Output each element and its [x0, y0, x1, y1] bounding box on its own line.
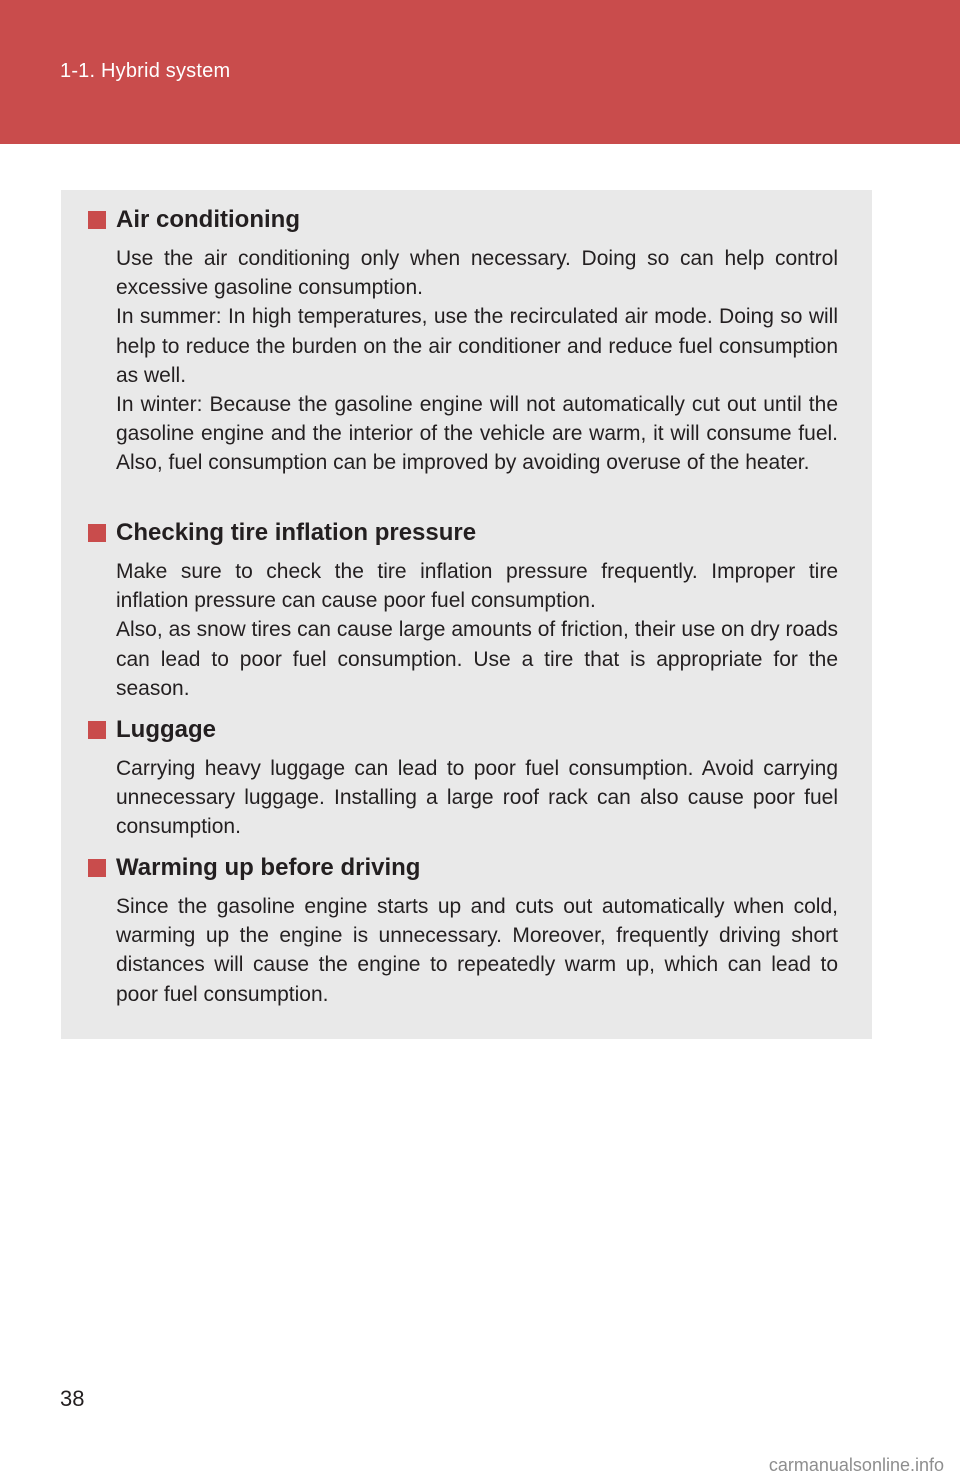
- section-body: [116, 754, 838, 842]
- paragraph: Use the air conditioning only when necessary. Doing so can help control excessive gasoline consumption.: [116, 247, 838, 300]
- watermark: carmanualsonline.info: [768, 1455, 944, 1475]
- section-body: [116, 244, 838, 478]
- square-bullet-icon: [88, 524, 106, 542]
- heading-warming-up: Warming up before driving: [116, 854, 421, 881]
- paragraph: In summer: In high temperatures, use the recirculated air mode. Doing so will help to reduce the burden on the air conditioner and reduce fuel consumption as well.: [116, 305, 838, 387]
- paragraph: In winter: Because the gasoline engine will not automatically cut out until the gasoline engine and the interior of the vehicle are warm, it will consume fuel. Also, fuel consumption can be improved by avoiding overuse of the heater.: [116, 393, 838, 475]
- section-body: [116, 892, 838, 1009]
- heading-air-conditioning: Air conditioning: [116, 206, 300, 233]
- heading-luggage: Luggage: [116, 716, 216, 743]
- section-breadcrumb: 1-1. Hybrid system: [60, 60, 231, 82]
- paragraph: Carrying heavy luggage can lead to poor fuel consumption. Avoid carrying unnecessary luggage. Installing a large roof rack can also cause poor fuel consumption.: [116, 757, 838, 839]
- section-body: [116, 557, 838, 703]
- paragraph: Make sure to check the tire inflation pressure frequently. Improper tire inflation pressure can cause poor fuel consumption.: [116, 560, 838, 613]
- heading-tire-pressure: Checking tire inflation pressure: [116, 519, 477, 546]
- square-bullet-icon: [88, 211, 106, 229]
- info-box: [61, 190, 872, 1039]
- square-bullet-icon: [88, 721, 106, 739]
- header-band: [0, 0, 960, 144]
- paragraph: Also, as snow tires can cause large amounts of friction, their use on dry roads can lead to poor fuel consumption. Use a tire that is appropriate for the season.: [116, 618, 838, 700]
- paragraph: Since the gasoline engine starts up and cuts out automatically when cold, warming up the engine is unnecessary. Moreover, frequently driving short distances will cause the engine to repeatedly warm up, which can lead to poor fuel consumption.: [116, 895, 838, 1006]
- page-number: 38: [60, 1386, 85, 1411]
- square-bullet-icon: [88, 859, 106, 877]
